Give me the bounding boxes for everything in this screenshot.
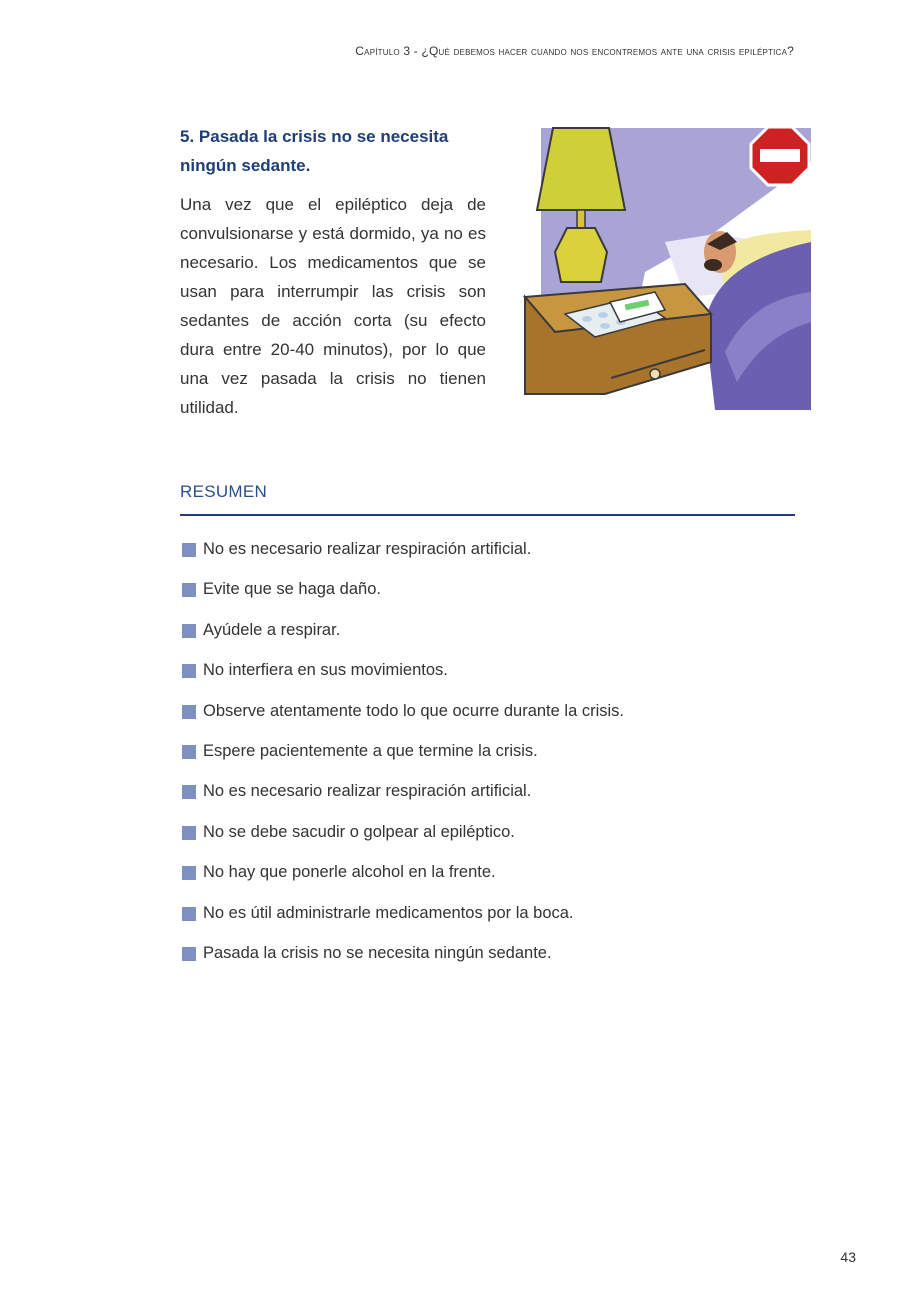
- list-item-text: No es necesario realizar respiración artificial.: [203, 540, 532, 558]
- list-item-text: No hay que ponerle alcohol en la frente.: [203, 863, 496, 882]
- list-item: [182, 540, 624, 580]
- list-item: [182, 944, 624, 984]
- section-title: 5. Pasada la crisis no se necesita ningún sedante.: [180, 127, 449, 175]
- list-item-text: Pasada la crisis no se necesita ningún sedante.: [203, 943, 552, 962]
- square-bullet-icon: [182, 624, 196, 638]
- summary-list: [182, 540, 624, 984]
- square-bullet-icon: [182, 907, 196, 921]
- list-item: [182, 621, 624, 661]
- list-item: [182, 702, 624, 742]
- list-item-text: No es útil administrarle medicamentos por la boca.: [203, 903, 574, 922]
- square-bullet-icon: [182, 705, 196, 719]
- square-bullet-icon: [182, 745, 196, 759]
- page-number: 43: [840, 1249, 856, 1265]
- summary-heading: RESUMEN: [180, 482, 268, 501]
- square-bullet-icon: [182, 826, 196, 840]
- square-bullet-icon: [182, 543, 196, 557]
- list-item-text: Observe atentamente todo lo que ocurre durante la crisis.: [203, 701, 624, 720]
- square-bullet-icon: [182, 866, 196, 880]
- bedside-illustration: [515, 122, 811, 410]
- list-item-text: No se debe sacudir o golpear al epiléptico.: [203, 822, 515, 841]
- list-item: [182, 661, 624, 701]
- list-item: [182, 742, 624, 782]
- running-head: Capítulo 3 - ¿Qué debemos hacer cuando nos encontremos ante una crisis epiléptica?: [355, 44, 794, 58]
- square-bullet-icon: [182, 785, 196, 799]
- list-item-text: Espere pacientemente a que termine la crisis.: [203, 741, 538, 760]
- square-bullet-icon: [182, 664, 196, 678]
- square-bullet-icon: [182, 947, 196, 961]
- list-item-text: Evite que se haga daño.: [203, 580, 381, 599]
- list-item: [182, 863, 624, 903]
- stop-sign-icon: [751, 127, 809, 185]
- square-bullet-icon: [182, 583, 196, 597]
- summary-divider: [180, 514, 795, 516]
- list-item-text: Ayúdele a respirar.: [203, 620, 341, 639]
- list-item: [182, 782, 624, 822]
- list-item: [182, 580, 624, 620]
- section-body-text: Una vez que el epiléptico deja de convulsionarse y está dormido, ya no es necesario. Los medicamentos que se usan para interrumpir las crisis son sedantes de acción corta (su efecto dura entre 20-40 minutos), por lo que una vez pasada la crisis no tienen utilidad.: [180, 195, 486, 417]
- list-item-text: No es necesario realizar respiración artificial.: [203, 782, 532, 801]
- list-item: [182, 904, 624, 944]
- list-item-text: No interfiera en sus movimientos.: [203, 661, 448, 680]
- list-item: [182, 823, 624, 863]
